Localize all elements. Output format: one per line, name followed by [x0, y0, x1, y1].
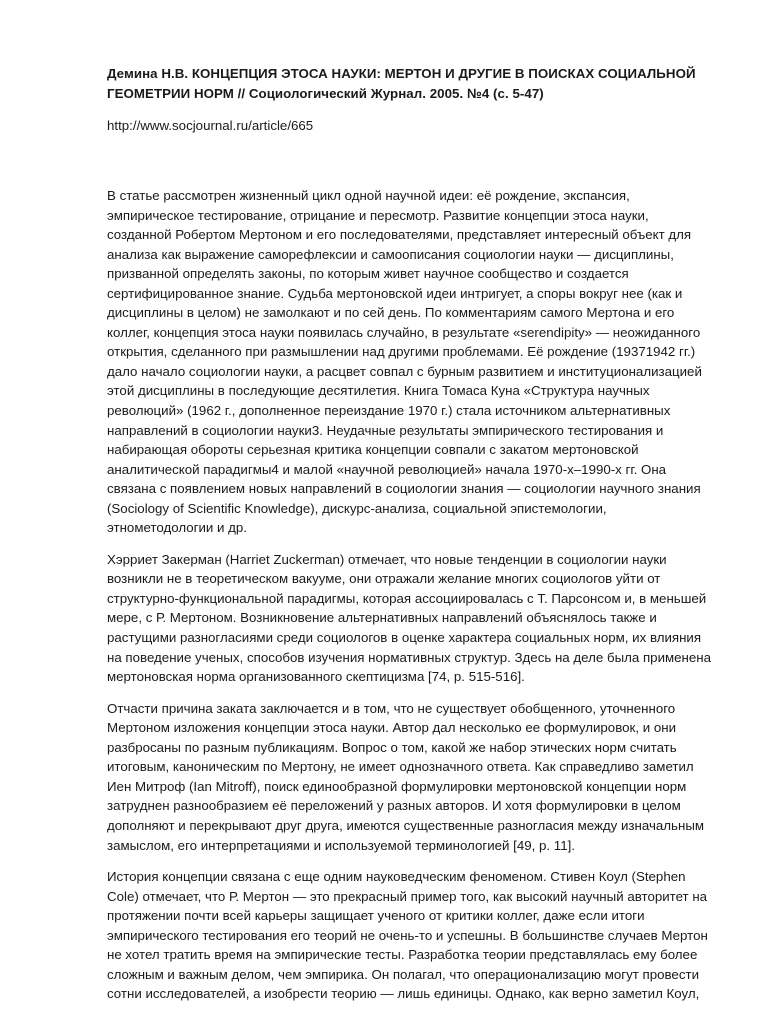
document-page: [107, 64, 711, 1016]
paragraph-zuckerman: Хэрриет Закерман (Harriet Zuckerman) отмечает, что новые тенденции в социологии науки возникли не в теоретическом вакууме, они отражали желание многих социологов уйти от структурно-функциональной парадигмы, которая ассоциировалась с Т. Парсонсом и, в меньшей мере, с Р. Мертоном. Возникновение альтернативных направлений объяснялось также и растущими разногласиями среди социологов в оценке характера социальных норм, их влияния на поведение ученых, способов изучения нормативных структур. Здесь на деле была применена мертоновская норма организованного скептицизма [74, p. 515-516].: [107, 551, 712, 685]
paragraph-cole: История концепции связана с еще одним науковедческим феноменом. Стивен Коул (Stephen Cole) отмечает, что Р. Мертон — это прекрасный пример того, как высокий научный авторитет на протяжении почти всей карьеры защищает ученого от критики коллег, даже если итоги эмпирического тестирования его теорий не очень-то и успешны. В большинстве случаев Мертон не хотел тратить время на эмпирические тесты. Разработка теории представлялась ему более сложным и важным делом, чем эмпирика. Он полагал, что операционализацию могут провести сотни исследователей, а изобрести теорию — лишь единицы. Однако, как верно заметил Коул,: [107, 869, 708, 1002]
paragraph-intro: В статье рассмотрен жизненный цикл одной научной идеи: её рождение, экспансия, эмпирическое тестирование, отрицание и пересмотр. Развитие концепции этоса науки, созданной Робертом Мертоном и его последователями, представляет интересный объект для анализа как выражение саморефлексии и самоописания социологии науки — дисциплины, призванной определять законы, по которым живет научное сообщество и создается сертифицированное знание. Судьба мертоновской идеи интригует, а споры вокруг нее (как и дисциплины в целом) не замолкают и по сей день. По комментариям самого Мертона и его коллег, концепция этоса науки появилась случайно, в результате «serendipity» — неожиданного открытия, сделанного при размышлении над другими проблемами. Её рождение (19371942 гг.) дало начало социологии науки, а расцвет совпал с бурным развитием и институционализацией этой дисциплины в последующие десятилетия. Книга Томаса Куна «Структура научных революций» (1962 г., дополненное переиздание 1970 г.) стала источником альтернативных направлений в социологии науки3. Неудачные результаты эмпирического тестирования и набирающая обороты серьезная критика концепции совпали с закатом мертоновской аналитической парадигмы4 и малой «научной революцией» начала 1970-х–1990-х гг. Она связана с появлением новых направлений в социологии знания — социологии научного знания (Sociology of Scientific Knowledge), дискурс-анализа, социальной эпистемологии, этнометодологии и др.: [107, 188, 702, 536]
article-url[interactable]: http://www.socjournal.ru/article/665: [107, 118, 314, 133]
document-title: Демина Н.В. КОНЦЕПЦИЯ ЭТОСА НАУКИ: МЕРТОН И ДРУГИЕ В ПОИСКАХ СОЦИАЛЬНОЙ ГЕОМЕТРИИ НОРМ // Социологический Журнал. 2005. №4 (с. 5-47): [107, 66, 696, 101]
paragraph-mitroff: Отчасти причина заката заключается и в том, что не существует обобщенного, уточненного Мертоном изложения концепции этоса науки. Автор дал несколько ее формулировок, и они разбросаны по разным публикациям. Вопрос о том, какой же набор этических норм считать итоговым, каноническим по Мертону, не имеет однозначного ответа. Как справедливо заметил Иен Митроф (Ian Mitroff), поиск единообразной формулировки мертоновской концепции норм затруднен разнообразием её переложений у разных авторов. И хотя формулировки в целом дополняют и перекрывают друг друга, имеются существенные разногласия между изначальным замыслом, его интерпретациями и используемой терминологией [49, p. 11].: [107, 700, 705, 853]
